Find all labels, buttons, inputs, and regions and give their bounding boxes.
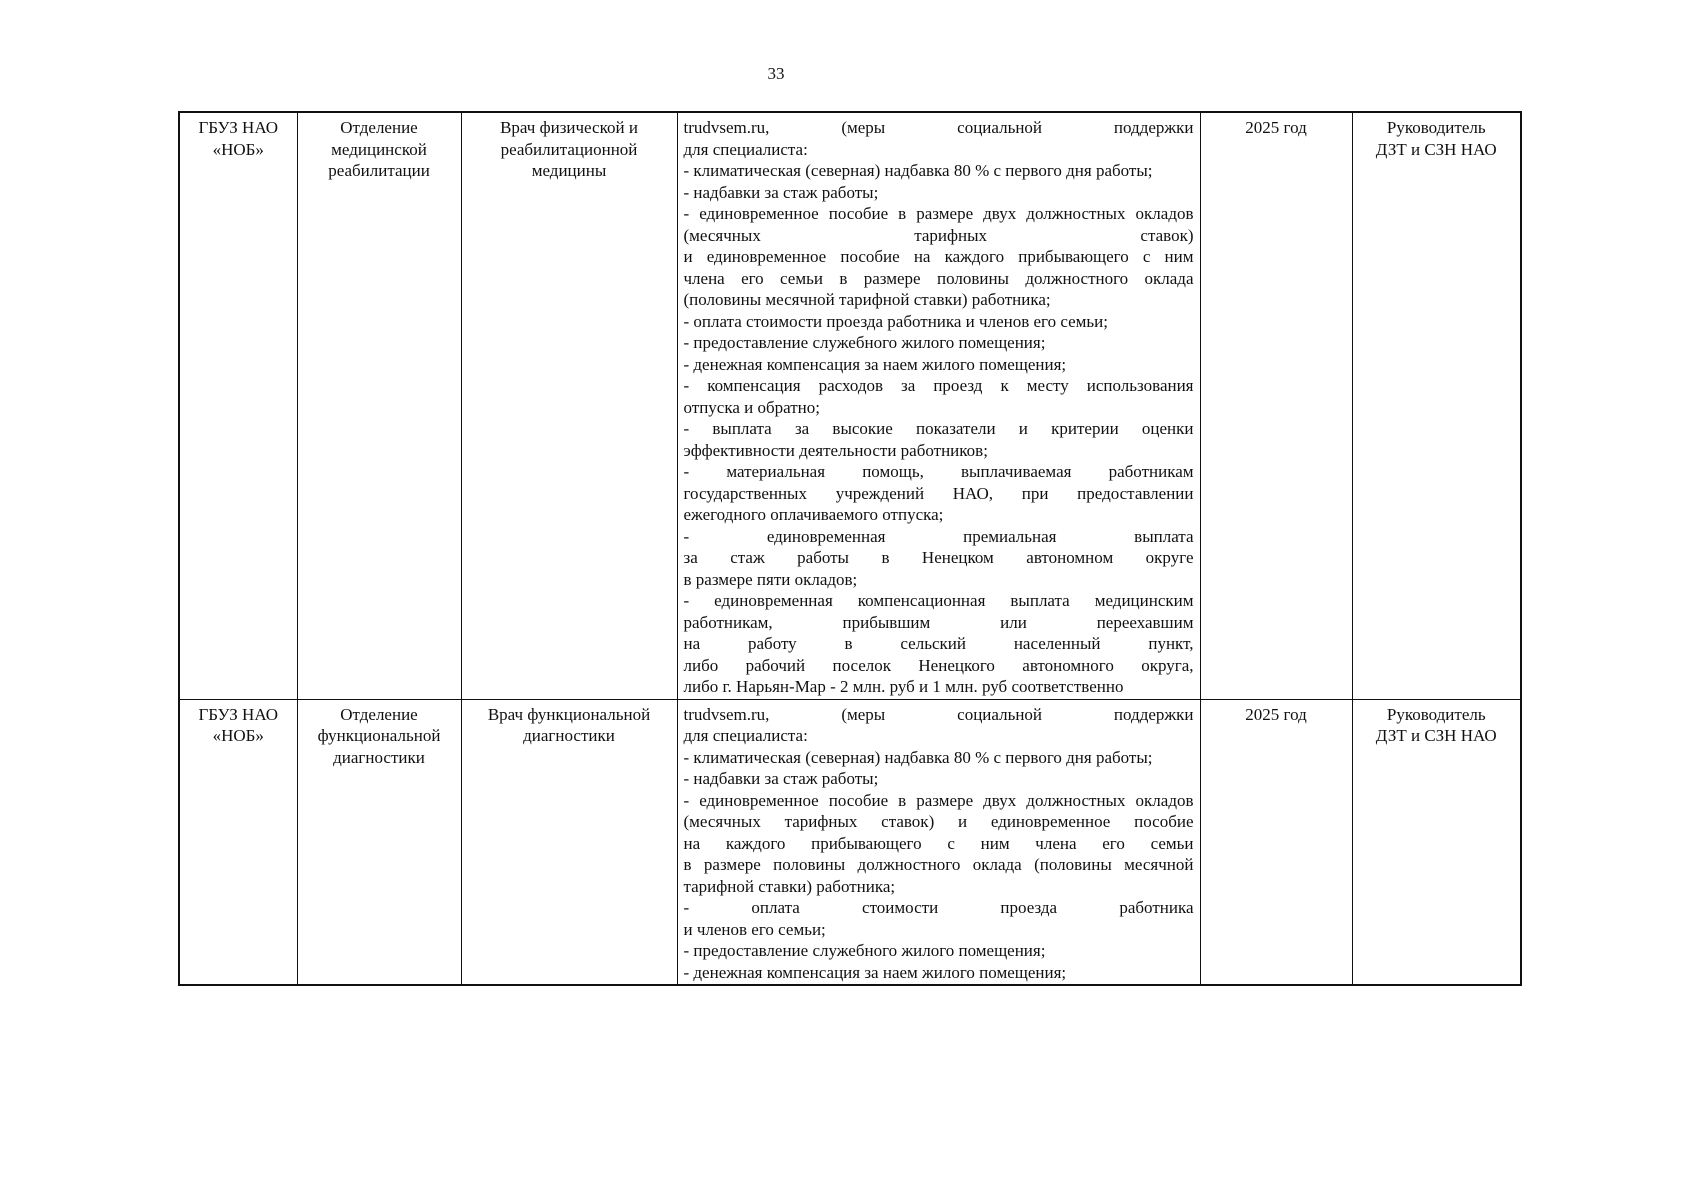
support-measure-line: - оплата стоимости проезда работника и членов его семьи; [683, 311, 1108, 331]
support-measure-line: - оплата стоимости проезда работника [683, 898, 1194, 917]
support-measure-line: (половины месячной тарифной ставки) работника; [683, 290, 1051, 309]
department-line: Отделение [340, 704, 418, 724]
position-cell [461, 699, 677, 985]
support-measure-line: ежегодного оплачиваемого отпуска; [683, 505, 944, 524]
department-line: диагностики [333, 747, 425, 767]
support-measures-cell [677, 699, 1200, 985]
support-measure-line: - климатическая (северная) надбавка 80 % с первого дня работы; [683, 747, 1153, 767]
position-line: диагностики [523, 726, 615, 745]
organization-line: ГБУЗ НАО [198, 704, 279, 724]
year-value: 2025 год [1245, 704, 1307, 724]
support-measure-line: государственных учреждений НАО, при предоставлении [683, 483, 1194, 503]
support-measure-line: trudvsem.ru, (меры социальной поддержки [683, 118, 1194, 137]
year-value: 2025 год [1245, 118, 1307, 137]
position-line: реабилитационной [500, 139, 638, 159]
organization-cell [179, 112, 297, 699]
support-measure-line: - денежная компенсация за наем жилого помещения; [683, 962, 1067, 982]
page-number: 33 [767, 64, 785, 83]
support-measure-line: trudvsem.ru, (меры социальной поддержки [683, 704, 1194, 724]
support-measure-line: отпуска и обратно; [683, 397, 820, 417]
support-measure-line: - единовременная премиальная выплата [683, 526, 1194, 546]
support-measure-line: (месячных тарифных ставок) [683, 225, 1194, 245]
position-line: Врач физической и [500, 118, 638, 137]
support-measure-line: - единовременная компенсационная выплата медицинским [683, 591, 1194, 610]
organization-line: ГБУЗ НАО [198, 118, 279, 137]
responsible-line: Руководитель [1386, 704, 1486, 724]
support-measure-line: - предоставление служебного жилого помещения; [683, 941, 1046, 960]
support-measure-line: - единовременное пособие в размере двух должностных окладов [683, 204, 1194, 223]
department-line: Отделение [340, 118, 418, 137]
organization-cell [179, 699, 297, 985]
support-measures-table [178, 111, 1522, 986]
support-measure-line: и единовременное пособие на каждого прибывающего с ним [683, 247, 1194, 266]
support-measure-line: тарифной ставки) работника; [683, 876, 896, 896]
table-row [179, 699, 1521, 985]
support-measure-line: для специалиста: [683, 139, 808, 159]
support-measure-line: - выплата за высокие показатели и критерии оценки [683, 419, 1194, 438]
support-measure-line: в размере половины должностного оклада (половины месячной [683, 855, 1194, 874]
support-measure-line: за стаж работы в Ненецком автономном округе [683, 548, 1194, 567]
year-cell [1200, 112, 1352, 699]
department-line: функциональной [317, 726, 441, 745]
responsible-line: ДЗТ и СЗН НАО [1375, 139, 1497, 159]
position-line: медицины [531, 161, 607, 180]
support-measure-line: - климатическая (северная) надбавка 80 % с первого дня работы; [683, 161, 1153, 180]
support-measure-line: эффективности деятельности работников; [683, 440, 988, 460]
support-measure-line: - надбавки за стаж работы; [683, 182, 879, 202]
department-cell [297, 112, 461, 699]
table-body [179, 112, 1521, 985]
responsible-line: Руководитель [1386, 118, 1486, 137]
year-cell [1200, 699, 1352, 985]
department-cell [297, 699, 461, 985]
support-measure-line: - надбавки за стаж работы; [683, 769, 879, 788]
support-measure-line: в размере пяти окладов; [683, 569, 858, 589]
organization-line: «НОБ» [212, 139, 264, 159]
support-measure-line: для специалиста: [683, 726, 808, 745]
support-measure-line: - единовременное пособие в размере двух должностных окладов [683, 790, 1194, 810]
position-line: Врач функциональной [487, 704, 651, 724]
support-measure-line: работникам, прибывшим или переехавшим [683, 612, 1194, 632]
support-measure-line: - материальная помощь, выплачиваемая работникам [683, 462, 1194, 481]
responsible-cell [1352, 699, 1521, 985]
support-measure-line: либо г. Нарьян-Мар - 2 млн. руб и 1 млн. руб соответственно [683, 677, 1124, 696]
support-measures-cell [677, 112, 1200, 699]
support-measure-line: - денежная компенсация за наем жилого помещения; [683, 354, 1067, 374]
table-row [179, 112, 1521, 699]
position-cell [461, 112, 677, 699]
support-measure-line: и членов его семьи; [683, 919, 826, 939]
support-measure-line: члена его семьи в размере половины должностного оклада [683, 268, 1194, 288]
department-line: реабилитации [328, 161, 430, 180]
responsible-cell [1352, 112, 1521, 699]
support-measure-line: - компенсация расходов за проезд к месту использования [683, 376, 1194, 395]
organization-line: «НОБ» [212, 726, 264, 745]
support-measure-line: (месячных тарифных ставок) и единовременное пособие [683, 812, 1194, 831]
support-measure-line: либо рабочий поселок Ненецкого автономного округа, [683, 655, 1194, 675]
responsible-line: ДЗТ и СЗН НАО [1375, 726, 1497, 745]
department-line: медицинской [331, 139, 427, 159]
support-measure-line: - предоставление служебного жилого помещения; [683, 333, 1046, 352]
support-measure-line: на работу в сельский населенный пункт, [683, 634, 1194, 653]
support-measure-line: на каждого прибывающего с ним члена его семьи [683, 833, 1194, 853]
